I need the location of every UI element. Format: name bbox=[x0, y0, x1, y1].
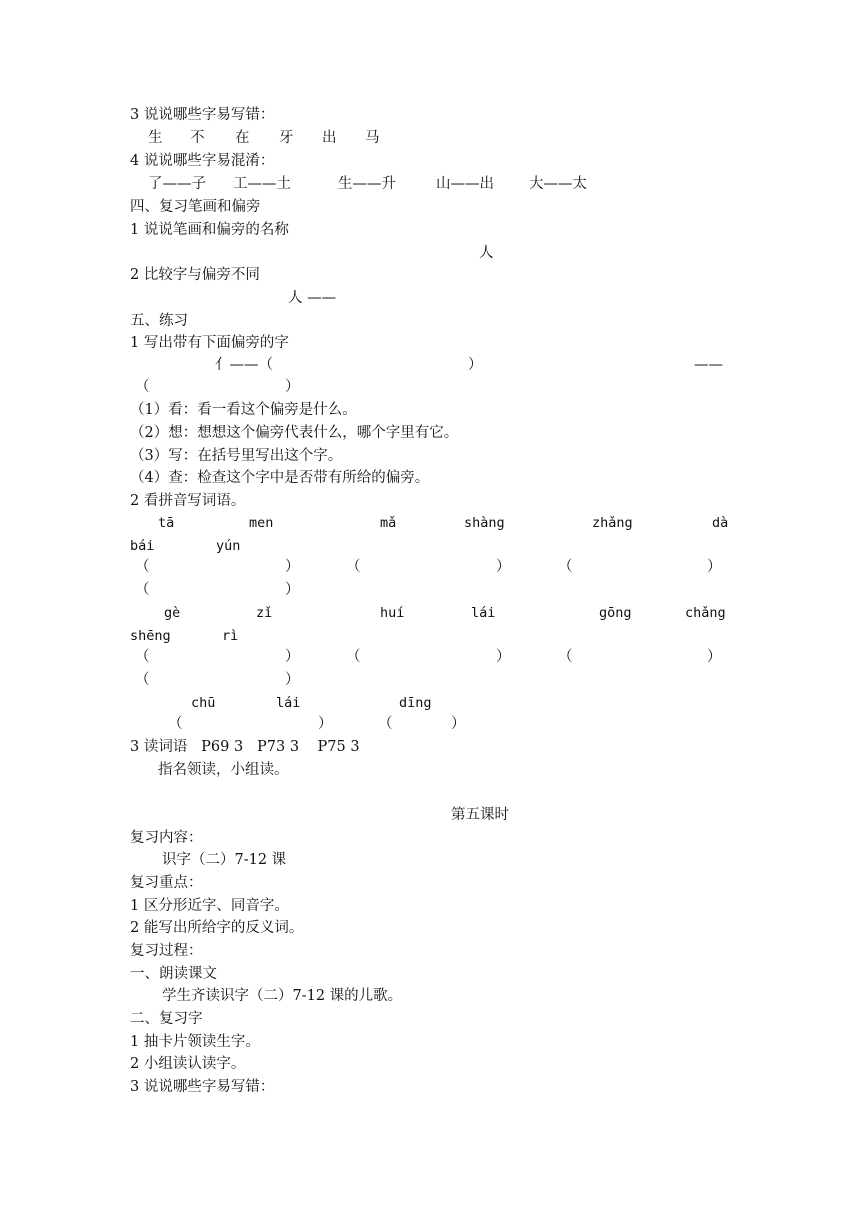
pinyin: yún bbox=[216, 538, 241, 554]
process-step-text: 学生齐读识字（二）7-12 课的儿歌。 bbox=[162, 988, 403, 1004]
paren-close: ） bbox=[285, 379, 300, 395]
pinyin: chū bbox=[191, 695, 216, 711]
focus-label: 复习重点： bbox=[130, 875, 203, 891]
paren-open: （ bbox=[135, 649, 150, 665]
paren-close: ） bbox=[285, 672, 300, 688]
pinyin: men bbox=[249, 515, 274, 531]
paren-close: ） bbox=[496, 559, 511, 575]
q3-char: 马 bbox=[365, 130, 380, 146]
focus-item: 1 区分形近字、同音字。 bbox=[130, 898, 289, 914]
paren-open: （ bbox=[168, 716, 183, 732]
paren-open: （ bbox=[135, 559, 150, 575]
paren-close: ） bbox=[707, 559, 722, 575]
section5-item3: 3 读词语 P69 3 P73 3 P75 3 bbox=[130, 739, 360, 755]
q4-title: 4 说说哪些字易混淆： bbox=[130, 153, 275, 169]
pinyin: bái bbox=[130, 538, 155, 554]
paren-close: ） bbox=[285, 559, 300, 575]
focus-item: 2 能写出所给字的反义词。 bbox=[130, 920, 304, 936]
paren-open: （ bbox=[135, 672, 150, 688]
compare-char: 人 —— bbox=[288, 290, 337, 306]
paren-close: ） bbox=[496, 649, 511, 665]
pinyin: gè bbox=[164, 605, 181, 621]
paren-open: （ bbox=[346, 559, 361, 575]
q3-char: 在 bbox=[235, 130, 250, 146]
pinyin: chǎng bbox=[685, 605, 726, 621]
radical-row-right: —— bbox=[694, 357, 723, 373]
process-item: 2 小组读认读字。 bbox=[130, 1056, 246, 1072]
step-item: （2）想：想想这个偏旁代表什么，哪个字里有它。 bbox=[130, 425, 459, 441]
process-item: 1 抽卡片领读生字。 bbox=[130, 1034, 260, 1050]
q4-pair: 生——升 bbox=[338, 176, 396, 192]
section5-item3-note: 指名领读，小组读。 bbox=[158, 762, 289, 778]
pinyin: dà bbox=[712, 515, 729, 531]
paren-open: （ bbox=[378, 716, 393, 732]
paren-close: ） bbox=[318, 716, 333, 732]
pinyin: zhǎng bbox=[592, 515, 633, 531]
section-heading: 四、复习笔画和偏旁 bbox=[130, 199, 261, 215]
step-item: （1）看：看一看这个偏旁是什么。 bbox=[130, 402, 357, 418]
pinyin: tā bbox=[158, 515, 175, 531]
content-text: 识字（二）7-12 课 bbox=[162, 852, 287, 868]
section5-item2: 2 看拼音写词语。 bbox=[130, 493, 246, 509]
step-item: （4）查：检查这个字中是否带有所给的偏旁。 bbox=[130, 470, 430, 486]
paren-open: （ bbox=[135, 379, 150, 395]
pinyin: rì bbox=[222, 628, 239, 644]
pinyin: gōng bbox=[599, 605, 632, 621]
paren-open: （ bbox=[558, 649, 573, 665]
pinyin: lái bbox=[471, 605, 496, 621]
step-item: （3）写：在括号里写出这个字。 bbox=[130, 448, 343, 464]
radical-row-close: ） bbox=[468, 357, 483, 373]
q4-pair: 大——太 bbox=[529, 176, 587, 192]
section5-item1: 1 写出带有下面偏旁的字 bbox=[130, 335, 289, 351]
pinyin: shēng bbox=[130, 628, 171, 644]
process-item: 3 说说哪些字易写错： bbox=[130, 1079, 275, 1095]
q3-title: 3 说说哪些字易写错： bbox=[130, 107, 275, 123]
paren-close: ） bbox=[285, 649, 300, 665]
pinyin: shàng bbox=[464, 515, 505, 531]
paren-open: （ bbox=[346, 649, 361, 665]
section4-item1: 1 说说笔画和偏旁的名称 bbox=[130, 222, 289, 238]
paren-open: （ bbox=[558, 559, 573, 575]
q3-char: 生 bbox=[148, 130, 163, 146]
q3-char: 不 bbox=[190, 130, 205, 146]
lesson-title: 第五课时 bbox=[451, 807, 509, 823]
paren-close: ） bbox=[285, 582, 300, 598]
pinyin: lái bbox=[276, 695, 301, 711]
paren-close: ） bbox=[451, 716, 466, 732]
q4-pair: 了——子 bbox=[148, 176, 206, 192]
q3-char: 出 bbox=[322, 130, 337, 146]
q3-char: 牙 bbox=[279, 130, 294, 146]
pinyin: dīng bbox=[399, 695, 432, 711]
q4-pair: 工——土 bbox=[233, 176, 291, 192]
radical-char: 人 bbox=[479, 245, 494, 261]
process-step: 一、朗读课文 bbox=[130, 966, 217, 982]
pinyin: zǐ bbox=[256, 605, 273, 621]
q4-pair: 山——出 bbox=[436, 176, 494, 192]
paren-open: （ bbox=[135, 582, 150, 598]
process-step: 二、复习字 bbox=[130, 1011, 203, 1027]
content-label: 复习内容： bbox=[130, 830, 203, 846]
paren-close: ） bbox=[707, 649, 722, 665]
process-label: 复习过程： bbox=[130, 943, 203, 959]
pinyin: huí bbox=[380, 605, 405, 621]
pinyin: mǎ bbox=[380, 515, 397, 531]
section-heading: 五、练习 bbox=[130, 313, 188, 329]
section4-item2: 2 比较字与偏旁不同 bbox=[130, 267, 260, 283]
radical-row-left: 亻——（ bbox=[215, 357, 273, 373]
